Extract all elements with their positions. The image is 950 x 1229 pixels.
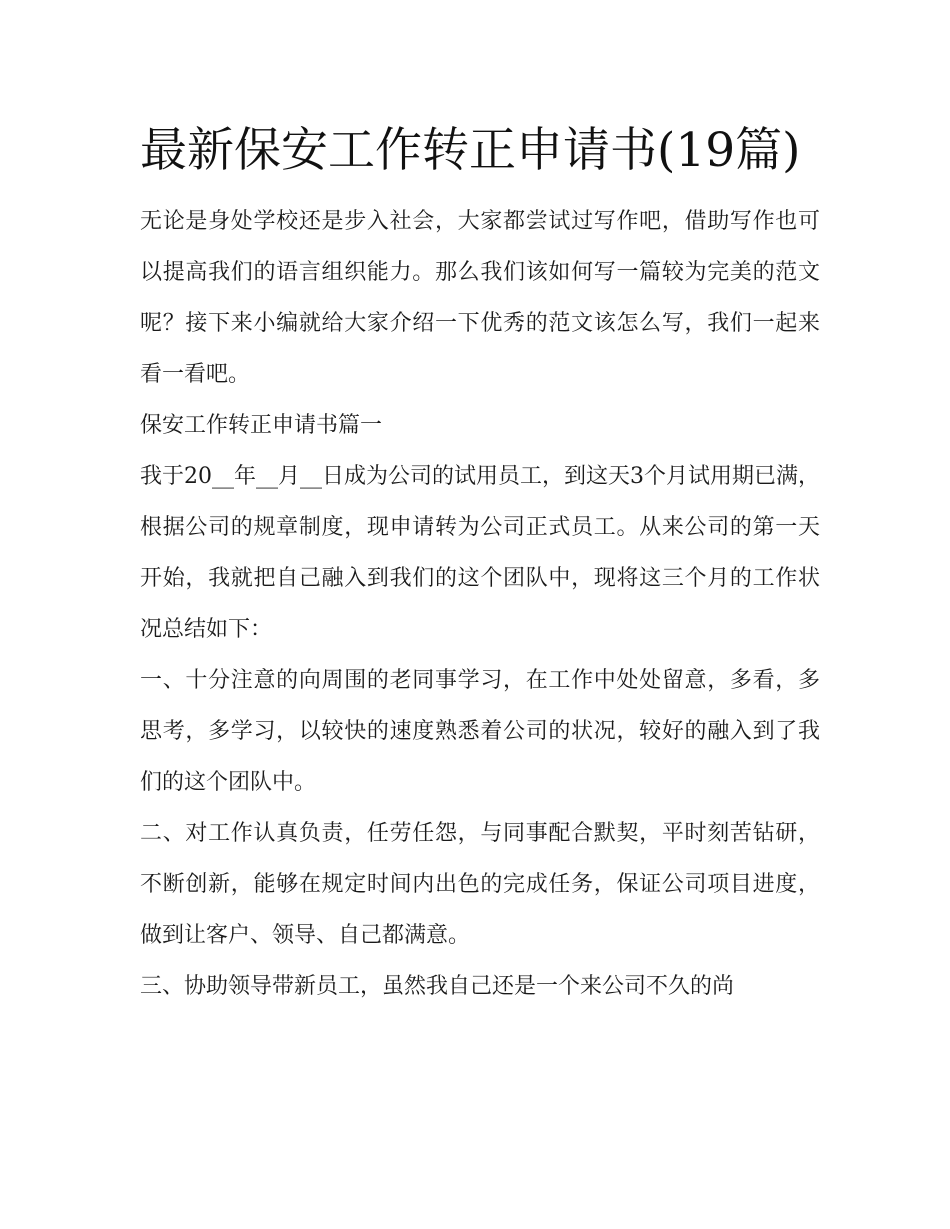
body-paragraph: 我于20__年__月__日成为公司的试用员工，到这天3个月试用期已满，根据公司的规章制度，现申请转为公司正式员工。从来公司的第一天开始，我就把自己融入到我们的这个团队中，现将这三个月的工作状况总结如下： xyxy=(140,464,820,642)
document-body xyxy=(140,112,820,1012)
intro-paragraph: 无论是身处学校还是步入社会，大家都尝试过写作吧，借助写作也可以提高我们的语言组织能力。那么我们该如何写一篇较为完美的范文呢？接下来小编就给大家介绍一下优秀的范文该怎么写，我们一起来看一看吧。 xyxy=(140,209,820,387)
document-title: 最新保安工作转正申请书(19篇) xyxy=(140,123,801,178)
list-item-1: 一、十分注意的向周围的老同事学习，在工作中处处留意，多看，多思考，多学习，以较快的速度熟悉着公司的状况，较好的融入到了我们的这个团队中。 xyxy=(140,668,820,795)
list-item-2: 二、对工作认真负责，任劳任怨，与同事配合默契，平时刻苦钻研，不断创新，能够在规定时间内出色的完成任务，保证公司项目进度，做到让客户、领导、自己都满意。 xyxy=(140,821,820,948)
section-heading: 保安工作转正申请书篇一 xyxy=(140,413,383,438)
list-item-3: 三、协助领导带新员工，虽然我自己还是一个来公司不久的尚 xyxy=(140,974,735,999)
